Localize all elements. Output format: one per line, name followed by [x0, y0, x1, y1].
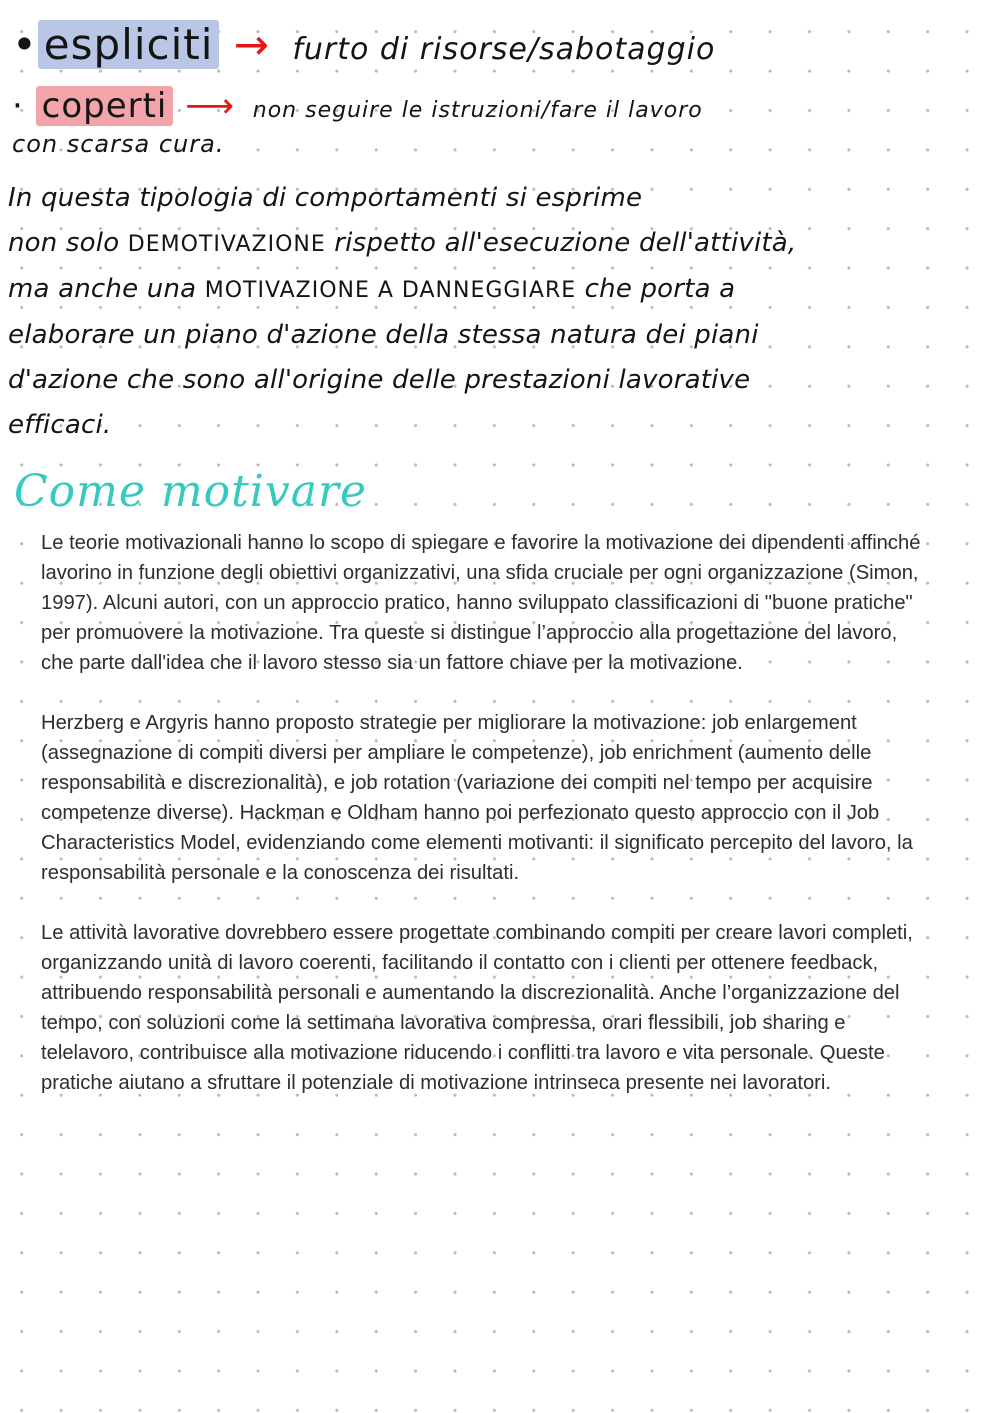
- bullet-espliciti: [12, 20, 715, 69]
- coperti-description-continued: con scarsa cura.: [12, 130, 225, 158]
- espliciti-description: furto di risorse/sabotaggio: [292, 32, 716, 67]
- handwritten-text: rispetto all'esecuzione dell'attività,: [334, 228, 797, 258]
- handwritten-line: efficaci.: [8, 410, 112, 440]
- handwritten-text: non solo: [8, 228, 120, 258]
- bullet-coperti: [12, 86, 703, 126]
- section-heading: Come motivare: [14, 466, 368, 517]
- paragraph-2: Herzberg e Argyris hanno proposto strategie per migliorare la motivazione: job enlargement (assegnazione di compiti diversi per ampliare le competenze), job enrichment (aumento delle responsabilità e discrezionalità), e job rotation (variazione dei compiti nel tempo per acquisire competenze diverse). Hackman e Oldham hanno poi perfezionato questo approccio con il Job Characteristics Model, evidenziando come elementi motivanti: il significato percepito del lavoro, la responsabilità personale e la conoscenza dei risultati.: [41, 712, 913, 884]
- red-arrow-icon: →: [233, 20, 270, 69]
- red-arrow-icon: ⟶: [185, 86, 235, 126]
- paragraph-1: Le teorie motivazionali hanno lo scopo di spiegare e favorire la motivazione dei dipendenti affinché lavorino in funzione degli obiettivi organizzativi, una sfida cruciale per ogni organizzazione (Simon, 1997). Alcuni autori, con un approccio pratico, hanno sviluppato classificazioni di "buone pratiche" per promuovere la motivazione. Tra queste si distingue l’approccio alla progettazione del lavoro, che parte dall'idea che il lavoro stesso sia un fattore chiave per la motivazione.: [41, 532, 921, 674]
- highlighted-term-espliciti: espliciti: [38, 20, 220, 69]
- highlighted-term-coperti: coperti: [36, 86, 174, 126]
- coperti-description: non seguire le istruzioni/fare il lavoro: [252, 98, 703, 123]
- handwritten-line: elaborare un piano d'azione della stessa natura dei piani: [8, 320, 759, 350]
- handwritten-line: In questa tipologia di comportamenti si esprime: [8, 183, 643, 213]
- bullet-dot: •: [12, 20, 38, 69]
- handwritten-line: d'azione che sono all'origine delle prestazioni lavorative: [8, 365, 751, 395]
- handwritten-paragraph: [8, 176, 992, 448]
- typed-text-block: [41, 528, 921, 1128]
- handwritten-text: che porta a: [584, 274, 736, 304]
- paragraph-3: Le attività lavorative dovrebbero essere progettate combinando compiti per creare lavori completi, organizzando unità di lavoro coerenti, facilitando il contatto con i clienti per ottenere feedback, attribuendo responsabilità personali e aumentando la discrezionalità. Anche l’organizzazione del tempo, con soluzioni come la settimana lavorativa compressa, orari flessibili, job sharing e telelavoro, contribuisce alla motivazione riducendo i conflitti tra lavoro e vita personale. Queste pratiche aiutano a sfruttare il potenziale di motivazione intrinseca presente nei lavoratori.: [41, 922, 913, 1094]
- handwritten-text: ma anche una: [8, 274, 197, 304]
- caps-keyword: MOTIVAZIONE A DANNEGGIARE: [204, 278, 577, 303]
- handwritten-line: [8, 221, 992, 267]
- handwritten-line: [8, 267, 992, 313]
- bullet-dot: ·: [12, 86, 24, 126]
- caps-keyword: DEMOTIVAZIONE: [127, 232, 326, 257]
